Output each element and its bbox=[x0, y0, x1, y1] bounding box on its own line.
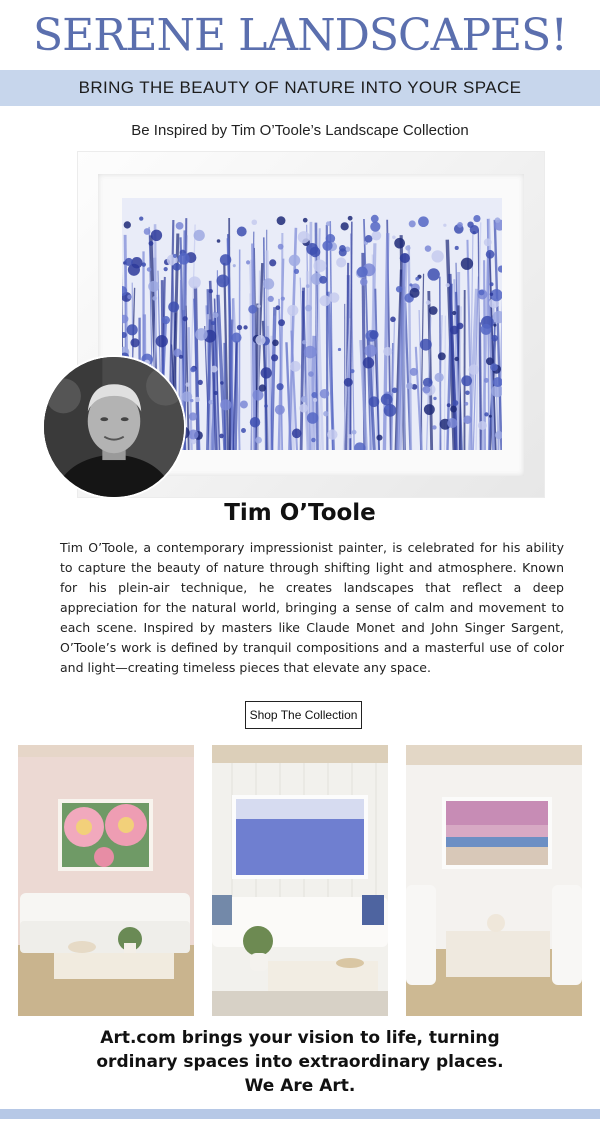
footer-tagline bbox=[0, 1026, 600, 1098]
room-image-pink-seascape[interactable] bbox=[406, 745, 582, 1016]
page-title: SERENE LANDSCAPES! bbox=[32, 10, 568, 61]
banner-text: BRING THE BEAUTY OF NATURE INTO YOUR SPACE bbox=[78, 78, 522, 97]
white-living-room-image bbox=[212, 745, 388, 1016]
artist-name: Tim O’Toole bbox=[224, 500, 376, 526]
tagline-line-2: ordinary spaces into extraordinary places. bbox=[96, 1052, 504, 1072]
coastal-living-room-image bbox=[406, 745, 582, 1016]
artist-portrait-image bbox=[44, 357, 184, 497]
artist-bio: Tim O’Toole, a contemporary impressionist painter, is celebrated for his ability to capture the beauty of nature through shifting light and atmosphere. Known for his plein-air technique, he creates landscapes that reflect a deep appreciation for the natural world, bringing a sense of calm and movement to each scene. Inspired by masters like Claude Monet and John Singer Sargent, O’Toole’s work is defined by tranquil compositions and a masterful use of color and light—creating timeless pieces that elevate any space. bbox=[60, 540, 564, 675]
footer-bar bbox=[0, 1109, 600, 1119]
room-image-blue-flowers[interactable] bbox=[212, 745, 388, 1016]
tagline-line-1: Art.com brings your vision to life, turning bbox=[100, 1028, 500, 1048]
pink-living-room-image bbox=[18, 745, 194, 1016]
tagline-line-3: We Are Art. bbox=[244, 1076, 356, 1096]
artist-avatar bbox=[42, 355, 186, 499]
collection-subtitle: Be Inspired by Tim O’Toole’s Landscape Collection bbox=[131, 122, 469, 139]
shop-collection-button[interactable]: Shop The Collection bbox=[245, 701, 362, 729]
tagline-banner bbox=[0, 70, 600, 106]
room-image-pink-peonies[interactable] bbox=[18, 745, 194, 1016]
